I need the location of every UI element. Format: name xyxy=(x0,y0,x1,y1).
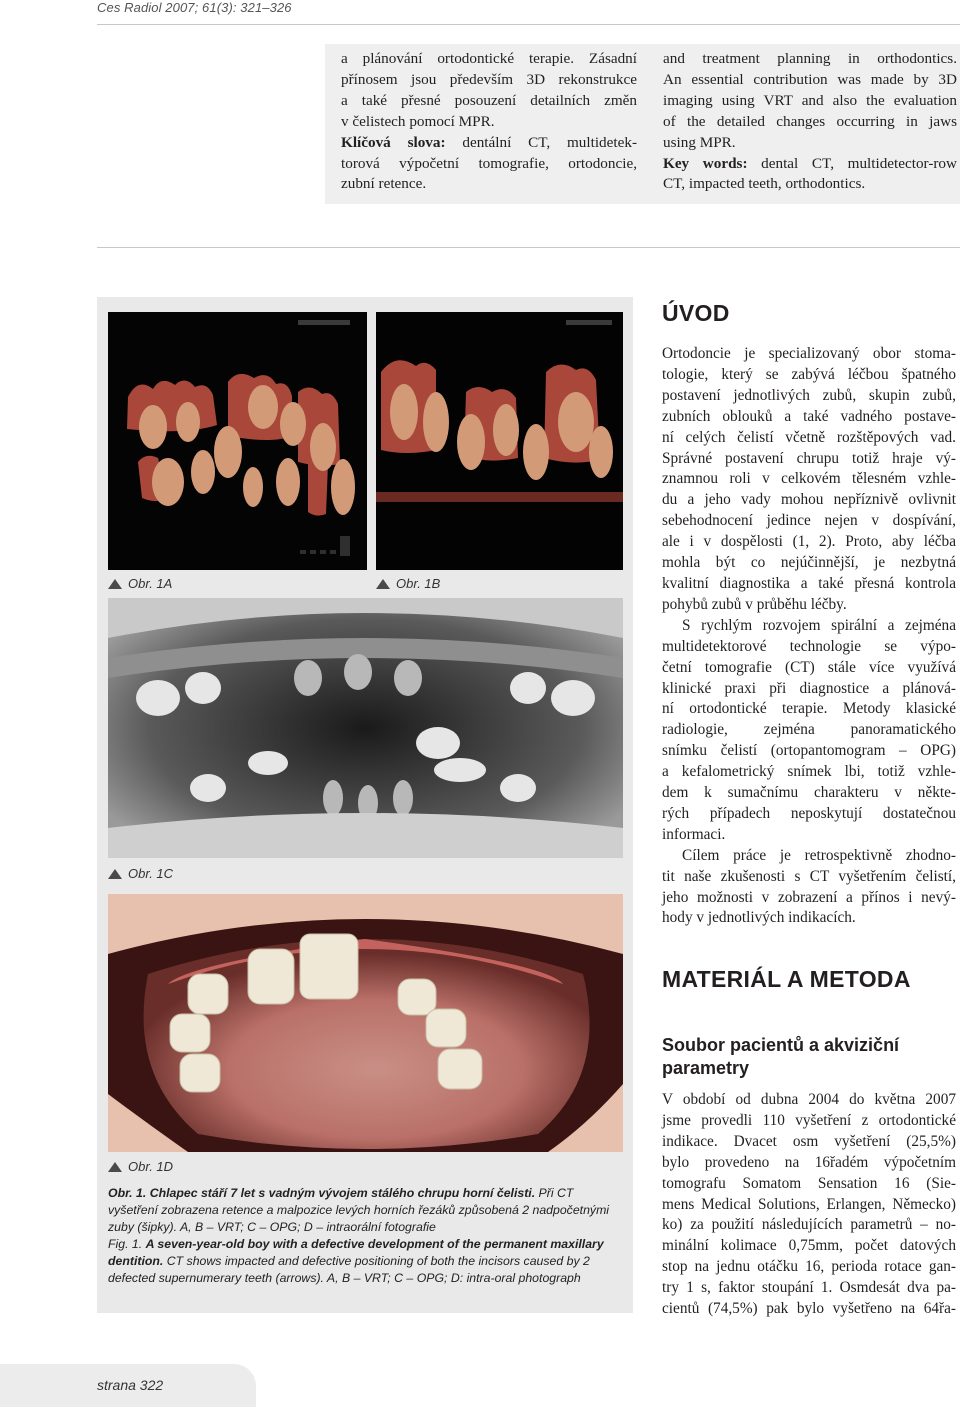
methods-p1-line: stop na jednu otáčku 16, perioda rotace gan- xyxy=(662,1258,956,1276)
abstract-en-line: using MPR. xyxy=(663,133,736,151)
intro-p1-line: kvalitní diagnostika a také přesná kontrola xyxy=(662,574,956,592)
abstract-en-line: and treatment planning in orthodontics. xyxy=(663,50,957,67)
methods-p1-line: try 1 s, faktor stoupání 1. Osmdesát dva pa- xyxy=(662,1279,956,1297)
keywords-cz-line: zubní retence. xyxy=(341,175,427,193)
methods-p1-line: bylo provedeno na 16řadém výpočetním xyxy=(662,1153,956,1171)
caption-cz-title: Chlapec stáří 7 let s vadným vývojem stálého chrupu horní čelisti. xyxy=(149,1186,536,1200)
intro-p2-line: klinické praxi při diagnostice a plánová- xyxy=(662,679,956,697)
intro-p3-line: tit naše zkušenosti s CT vyšetřením čelistí, xyxy=(662,867,956,885)
intro-p3-line: jeho možnosti v zobrazení a přínos i nevý- xyxy=(662,888,956,906)
intro-p2-line: multidetektorové technologie se výpo- xyxy=(662,637,956,655)
abstract-en-line: imaging using VRT and also the evaluation xyxy=(663,91,957,109)
caption-english xyxy=(108,1236,623,1287)
caption-cz-body: Při CT vyšetření zobrazena retence a malpozice levých horních řezáků způsobená 2 nadpočetnými zuby (šipky). A, B – VRT; C – OPG; D – intraorální fotografie xyxy=(108,1186,610,1234)
methods-p1-line: mens Medical Solutions, Erlangen, Německo) xyxy=(662,1195,956,1213)
intro-p1-line: mohla být co nejúčinnější, je nezbytná xyxy=(662,554,956,572)
subsection-title-line: Soubor pacientů a akviziční xyxy=(662,1035,900,1055)
methods-p1-line: indikace. Dvacet osm vyšetření (25,5%) xyxy=(662,1132,956,1150)
triangle-up-icon xyxy=(108,1162,122,1172)
abstract-czech xyxy=(341,49,637,195)
figure-1d-intraoral-photo xyxy=(108,894,623,1152)
section-rule xyxy=(97,247,960,248)
caption-en-label: Fig. 1. xyxy=(108,1237,143,1251)
methods-p1-line: V období od dubna 2004 do května 2007 xyxy=(662,1091,956,1108)
caption-cz-label: Obr. 1. xyxy=(108,1186,147,1200)
caption-czech xyxy=(108,1185,623,1236)
intro-p2-line: informaci. xyxy=(662,825,726,843)
intro-p1-line: Ortodoncie je specializovaný obor stoma- xyxy=(662,345,956,362)
abstract-cz-line: a také přesné posouzení detailních změn xyxy=(341,91,637,109)
figure-1b-vrt-image xyxy=(376,312,623,570)
intro-p2-line: S rychlým rozvojem spirální a zejména xyxy=(682,616,956,634)
figure-1d-label-text: Obr. 1D xyxy=(128,1159,174,1174)
intro-p3-line: hody v jednotlivých indikacích. xyxy=(662,909,856,927)
abstract-en-line: An essential contribution was made by 3D xyxy=(663,70,957,88)
intro-p2-line: rých případech neposkytují dostatečnou xyxy=(662,804,956,822)
figure-1c-label xyxy=(108,866,173,881)
intro-p2-line: snímku čelistí (ortopantomogram – OPG) xyxy=(662,742,956,760)
intro-p2-line: a kefalometrický snímek lbi, totiž vzhle- xyxy=(662,763,956,781)
keywords-label-cz: Klíčová slova: xyxy=(341,133,446,151)
abstract-cz-line: a plánování ortodontické terapie. Zásadní xyxy=(341,50,637,67)
running-head: Ces Radiol 2007; 61(3): 321–326 xyxy=(97,0,292,15)
caption-en-title: A seven-year-old boy with a defective development of the permanent maxillary dentition. xyxy=(108,1237,604,1268)
methods-p1-line: cientů (74,5%) pak bylo vyšetřeno na 64řa- xyxy=(662,1300,956,1318)
triangle-up-icon xyxy=(376,579,390,589)
figure-1a-label xyxy=(108,576,172,591)
figure-1c-label-text: Obr. 1C xyxy=(128,866,174,881)
intro-p1-line: postavení jednotlivých zubů, skupin zubů, xyxy=(662,386,956,404)
intro-p1-line: ní celých čelistí včetně rozštěpových vad. xyxy=(662,428,956,446)
intro-p2-line: ní ortodontické terapie. Metody klasické xyxy=(662,700,956,718)
intro-p1-line: Správné postavení chrupu totiž hraje vý- xyxy=(662,449,956,467)
methods-paragraph-1 xyxy=(662,1090,956,1320)
page-number: strana 322 xyxy=(97,1377,164,1393)
methods-p1-line: tomografu Somatom Sensation 16 (Sie- xyxy=(662,1174,956,1192)
keywords-cz-first: dentální CT, multidetek- xyxy=(445,133,637,151)
figure-1a-label-text: Obr. 1A xyxy=(128,576,173,591)
abstract-english xyxy=(663,49,957,195)
figure-caption xyxy=(108,1185,623,1287)
keywords-en-first: dental CT, multidetector-row xyxy=(747,154,957,172)
figure-1b-label-text: Obr. 1B xyxy=(396,576,441,591)
figure-1a-vrt-image xyxy=(108,312,367,570)
methods-p1-line: jsme provedli 110 vyšetření z ortodontické xyxy=(662,1111,956,1129)
intro-p1-line: tologie, který se zabývá léčbou špatného xyxy=(662,365,956,383)
abstract-cz-line: přínosem jsou především 3D rekonstrukce xyxy=(341,70,637,88)
header-rule xyxy=(97,24,960,25)
figure-1b-label xyxy=(376,576,440,591)
intro-p1-line: pohybů zubů v průběhu léčby. xyxy=(662,595,847,613)
subsection-title-line: parametry xyxy=(662,1058,750,1078)
figure-1c-opg-image xyxy=(108,598,623,858)
intro-p2-line: četní tomografie (CT) stále více využívá xyxy=(662,658,956,676)
intro-p2-line: dem k sumačnímu charakteru v někte- xyxy=(662,784,956,802)
abstract-en-line: of the detailed changes occurring in jaws xyxy=(663,112,957,130)
keywords-cz-line: torová výpočetní tomografie, ortodoncie, xyxy=(341,154,637,172)
intro-p1-line: znamnou roli v celkovém tělesném vzhle- xyxy=(662,470,956,488)
intro-p1-line: zubních oblouků a také vadného postave- xyxy=(662,407,956,425)
triangle-up-icon xyxy=(108,869,122,879)
caption-en-body: CT shows impacted and defective positioning of both the incisors caused by 2 defected supernumerary teeth (arrows). A, B – VRT; C – OPG; D: intra-oral photograph xyxy=(108,1254,590,1285)
figure-1d-label xyxy=(108,1159,173,1174)
intro-p1-line: ale i v dospělosti (1, 2). Proto, aby léčba xyxy=(662,533,956,551)
keywords-en-line: CT, impacted teeth, orthodontics. xyxy=(663,175,866,193)
triangle-up-icon xyxy=(108,579,122,589)
section-title-intro: ÚVOD xyxy=(662,300,730,326)
section-title-methods: MATERIÁL A METODA xyxy=(662,966,911,992)
intro-paragraph-1 xyxy=(662,344,956,929)
methods-p1-line: ko) za použití následujících parametrů – no- xyxy=(662,1216,956,1234)
intro-p3-line: Cílem práce je retrospektivně zhodno- xyxy=(682,846,956,864)
keywords-label-en: Key words: xyxy=(663,154,748,172)
intro-p1-line: sebehodnocení jedince nejen v dospívání, xyxy=(662,512,956,530)
methods-p1-line: minální kolimace 0,75mm, počet datových xyxy=(662,1237,956,1255)
intro-p2-line: radiologie, zejména panoramatického xyxy=(662,721,956,739)
subsection-title-patients xyxy=(662,1034,956,1080)
intro-p1-line: du a jeho vady mohou nepříznivě ovlivnit xyxy=(662,491,956,509)
abstract-cz-line: v čelistech pomocí MPR. xyxy=(341,112,495,130)
